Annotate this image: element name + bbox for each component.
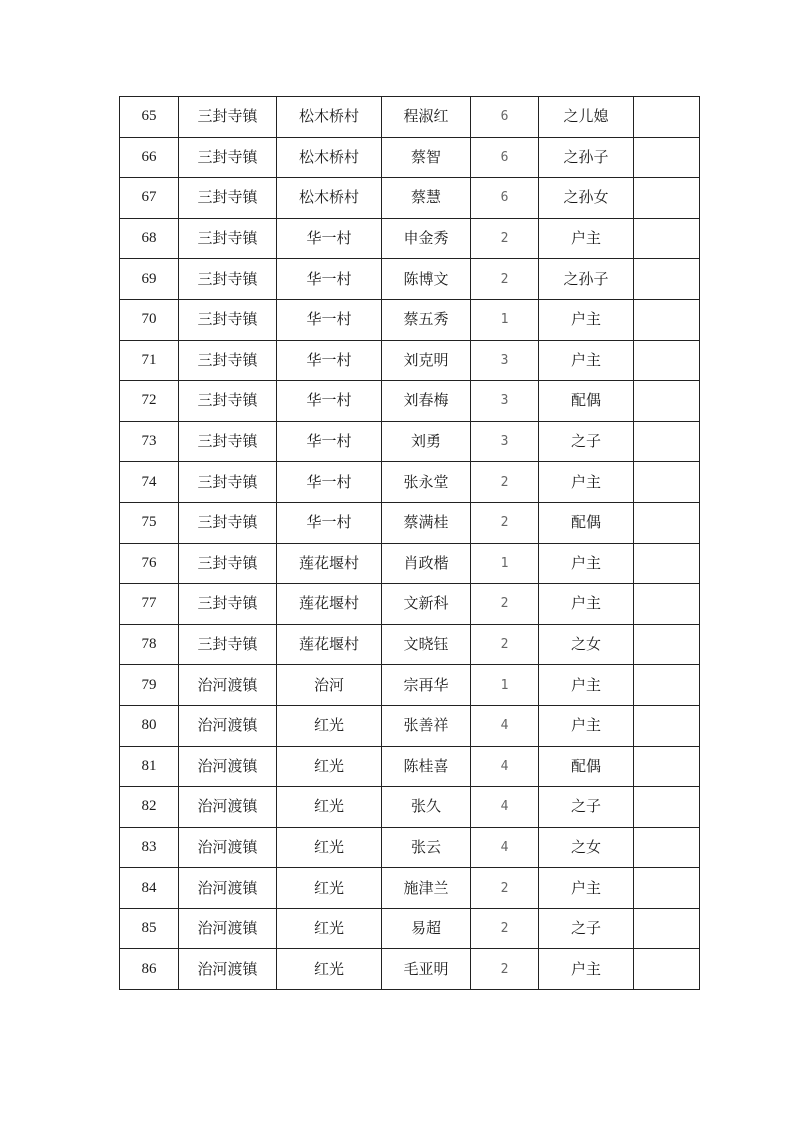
person-name-cell: 张永堂 bbox=[382, 462, 471, 503]
town-cell: 治河渡镇 bbox=[179, 665, 277, 706]
table-row bbox=[120, 259, 700, 300]
table-row bbox=[120, 705, 700, 746]
relation-cell: 户主 bbox=[539, 218, 634, 259]
note-cell bbox=[634, 949, 700, 990]
table-row bbox=[120, 97, 700, 138]
person-name-cell: 文晓钰 bbox=[382, 624, 471, 665]
household-count-cell: 2 bbox=[471, 584, 539, 625]
town-cell: 治河渡镇 bbox=[179, 908, 277, 949]
table-row bbox=[120, 949, 700, 990]
table-row bbox=[120, 827, 700, 868]
relation-cell: 户主 bbox=[539, 705, 634, 746]
note-cell bbox=[634, 97, 700, 138]
note-cell bbox=[634, 746, 700, 787]
town-cell: 治河渡镇 bbox=[179, 949, 277, 990]
household-count-cell: 6 bbox=[471, 178, 539, 219]
town-cell: 治河渡镇 bbox=[179, 705, 277, 746]
row-number-cell: 85 bbox=[120, 908, 179, 949]
household-count-cell: 2 bbox=[471, 502, 539, 543]
household-count-cell: 6 bbox=[471, 137, 539, 178]
village-cell: 华一村 bbox=[277, 381, 382, 422]
relation-cell: 户主 bbox=[539, 584, 634, 625]
table-body bbox=[120, 97, 700, 990]
relation-cell: 配偶 bbox=[539, 381, 634, 422]
table-row bbox=[120, 624, 700, 665]
row-number-cell: 65 bbox=[120, 97, 179, 138]
village-cell: 红光 bbox=[277, 787, 382, 828]
person-name-cell: 蔡五秀 bbox=[382, 299, 471, 340]
household-count-cell: 1 bbox=[471, 299, 539, 340]
note-cell bbox=[634, 340, 700, 381]
table-row bbox=[120, 381, 700, 422]
table-row bbox=[120, 178, 700, 219]
note-cell bbox=[634, 624, 700, 665]
note-cell bbox=[634, 178, 700, 219]
household-count-cell: 4 bbox=[471, 746, 539, 787]
person-name-cell: 施津兰 bbox=[382, 868, 471, 909]
note-cell bbox=[634, 421, 700, 462]
village-cell: 松木桥村 bbox=[277, 137, 382, 178]
note-cell bbox=[634, 908, 700, 949]
person-name-cell: 宗再华 bbox=[382, 665, 471, 706]
note-cell bbox=[634, 218, 700, 259]
row-number-cell: 77 bbox=[120, 584, 179, 625]
relation-cell: 配偶 bbox=[539, 502, 634, 543]
town-cell: 治河渡镇 bbox=[179, 827, 277, 868]
note-cell bbox=[634, 299, 700, 340]
note-cell bbox=[634, 137, 700, 178]
relation-cell: 配偶 bbox=[539, 746, 634, 787]
row-number-cell: 74 bbox=[120, 462, 179, 503]
person-name-cell: 申金秀 bbox=[382, 218, 471, 259]
table-row bbox=[120, 908, 700, 949]
village-cell: 红光 bbox=[277, 705, 382, 746]
village-cell: 红光 bbox=[277, 746, 382, 787]
village-cell: 松木桥村 bbox=[277, 97, 382, 138]
person-name-cell: 蔡慧 bbox=[382, 178, 471, 219]
person-name-cell: 张善祥 bbox=[382, 705, 471, 746]
relation-cell: 户主 bbox=[539, 949, 634, 990]
person-name-cell: 文新科 bbox=[382, 584, 471, 625]
row-number-cell: 67 bbox=[120, 178, 179, 219]
row-number-cell: 86 bbox=[120, 949, 179, 990]
village-cell: 红光 bbox=[277, 949, 382, 990]
person-name-cell: 陈博文 bbox=[382, 259, 471, 300]
village-cell: 莲花堰村 bbox=[277, 543, 382, 584]
town-cell: 三封寺镇 bbox=[179, 137, 277, 178]
note-cell bbox=[634, 543, 700, 584]
row-number-cell: 80 bbox=[120, 705, 179, 746]
relation-cell: 之子 bbox=[539, 908, 634, 949]
town-cell: 治河渡镇 bbox=[179, 787, 277, 828]
row-number-cell: 82 bbox=[120, 787, 179, 828]
person-name-cell: 刘克明 bbox=[382, 340, 471, 381]
row-number-cell: 66 bbox=[120, 137, 179, 178]
row-number-cell: 78 bbox=[120, 624, 179, 665]
row-number-cell: 79 bbox=[120, 665, 179, 706]
relation-cell: 之女 bbox=[539, 624, 634, 665]
town-cell: 三封寺镇 bbox=[179, 421, 277, 462]
village-cell: 松木桥村 bbox=[277, 178, 382, 219]
household-count-cell: 2 bbox=[471, 218, 539, 259]
household-count-cell: 3 bbox=[471, 381, 539, 422]
note-cell bbox=[634, 502, 700, 543]
town-cell: 三封寺镇 bbox=[179, 340, 277, 381]
village-cell: 华一村 bbox=[277, 502, 382, 543]
note-cell bbox=[634, 868, 700, 909]
household-count-cell: 4 bbox=[471, 787, 539, 828]
town-cell: 三封寺镇 bbox=[179, 584, 277, 625]
table-row bbox=[120, 543, 700, 584]
household-table bbox=[119, 96, 700, 990]
row-number-cell: 84 bbox=[120, 868, 179, 909]
person-name-cell: 陈桂喜 bbox=[382, 746, 471, 787]
relation-cell: 户主 bbox=[539, 868, 634, 909]
village-cell: 红光 bbox=[277, 868, 382, 909]
table-row bbox=[120, 218, 700, 259]
village-cell: 莲花堰村 bbox=[277, 584, 382, 625]
table-row bbox=[120, 299, 700, 340]
relation-cell: 户主 bbox=[539, 543, 634, 584]
relation-cell: 之孙子 bbox=[539, 137, 634, 178]
table-row bbox=[120, 340, 700, 381]
relation-cell: 之孙女 bbox=[539, 178, 634, 219]
household-count-cell: 2 bbox=[471, 259, 539, 300]
village-cell: 红光 bbox=[277, 827, 382, 868]
note-cell bbox=[634, 259, 700, 300]
note-cell bbox=[634, 787, 700, 828]
household-count-cell: 3 bbox=[471, 340, 539, 381]
relation-cell: 之儿媳 bbox=[539, 97, 634, 138]
town-cell: 三封寺镇 bbox=[179, 178, 277, 219]
household-count-cell: 4 bbox=[471, 705, 539, 746]
household-count-cell: 2 bbox=[471, 949, 539, 990]
town-cell: 三封寺镇 bbox=[179, 299, 277, 340]
note-cell bbox=[634, 584, 700, 625]
table-row bbox=[120, 787, 700, 828]
row-number-cell: 69 bbox=[120, 259, 179, 300]
note-cell bbox=[634, 705, 700, 746]
row-number-cell: 81 bbox=[120, 746, 179, 787]
row-number-cell: 68 bbox=[120, 218, 179, 259]
village-cell: 红光 bbox=[277, 908, 382, 949]
person-name-cell: 蔡智 bbox=[382, 137, 471, 178]
town-cell: 三封寺镇 bbox=[179, 462, 277, 503]
household-count-cell: 1 bbox=[471, 665, 539, 706]
household-count-cell: 2 bbox=[471, 462, 539, 503]
person-name-cell: 蔡满桂 bbox=[382, 502, 471, 543]
person-name-cell: 肖政楷 bbox=[382, 543, 471, 584]
relation-cell: 之子 bbox=[539, 787, 634, 828]
note-cell bbox=[634, 665, 700, 706]
village-cell: 华一村 bbox=[277, 259, 382, 300]
row-number-cell: 71 bbox=[120, 340, 179, 381]
town-cell: 治河渡镇 bbox=[179, 868, 277, 909]
person-name-cell: 张云 bbox=[382, 827, 471, 868]
person-name-cell: 刘春梅 bbox=[382, 381, 471, 422]
note-cell bbox=[634, 462, 700, 503]
village-cell: 华一村 bbox=[277, 462, 382, 503]
table-row bbox=[120, 502, 700, 543]
household-count-cell: 4 bbox=[471, 827, 539, 868]
row-number-cell: 83 bbox=[120, 827, 179, 868]
table-row bbox=[120, 462, 700, 503]
table-row bbox=[120, 584, 700, 625]
household-count-cell: 1 bbox=[471, 543, 539, 584]
village-cell: 华一村 bbox=[277, 421, 382, 462]
table-row bbox=[120, 421, 700, 462]
relation-cell: 户主 bbox=[539, 299, 634, 340]
household-count-cell: 2 bbox=[471, 908, 539, 949]
note-cell bbox=[634, 827, 700, 868]
person-name-cell: 毛亚明 bbox=[382, 949, 471, 990]
person-name-cell: 张久 bbox=[382, 787, 471, 828]
note-cell bbox=[634, 381, 700, 422]
household-count-cell: 2 bbox=[471, 868, 539, 909]
relation-cell: 户主 bbox=[539, 462, 634, 503]
row-number-cell: 70 bbox=[120, 299, 179, 340]
village-cell: 治河 bbox=[277, 665, 382, 706]
household-count-cell: 3 bbox=[471, 421, 539, 462]
row-number-cell: 76 bbox=[120, 543, 179, 584]
person-name-cell: 易超 bbox=[382, 908, 471, 949]
village-cell: 莲花堰村 bbox=[277, 624, 382, 665]
table-row bbox=[120, 746, 700, 787]
village-cell: 华一村 bbox=[277, 340, 382, 381]
table-row bbox=[120, 137, 700, 178]
household-count-cell: 6 bbox=[471, 97, 539, 138]
town-cell: 三封寺镇 bbox=[179, 218, 277, 259]
household-count-cell: 2 bbox=[471, 624, 539, 665]
town-cell: 三封寺镇 bbox=[179, 624, 277, 665]
relation-cell: 之女 bbox=[539, 827, 634, 868]
relation-cell: 之孙子 bbox=[539, 259, 634, 300]
town-cell: 三封寺镇 bbox=[179, 502, 277, 543]
row-number-cell: 75 bbox=[120, 502, 179, 543]
row-number-cell: 73 bbox=[120, 421, 179, 462]
relation-cell: 户主 bbox=[539, 340, 634, 381]
town-cell: 三封寺镇 bbox=[179, 97, 277, 138]
town-cell: 治河渡镇 bbox=[179, 746, 277, 787]
table-row bbox=[120, 665, 700, 706]
row-number-cell: 72 bbox=[120, 381, 179, 422]
person-name-cell: 程淑红 bbox=[382, 97, 471, 138]
relation-cell: 户主 bbox=[539, 665, 634, 706]
person-name-cell: 刘勇 bbox=[382, 421, 471, 462]
town-cell: 三封寺镇 bbox=[179, 381, 277, 422]
town-cell: 三封寺镇 bbox=[179, 259, 277, 300]
village-cell: 华一村 bbox=[277, 299, 382, 340]
relation-cell: 之子 bbox=[539, 421, 634, 462]
table-row bbox=[120, 868, 700, 909]
town-cell: 三封寺镇 bbox=[179, 543, 277, 584]
village-cell: 华一村 bbox=[277, 218, 382, 259]
